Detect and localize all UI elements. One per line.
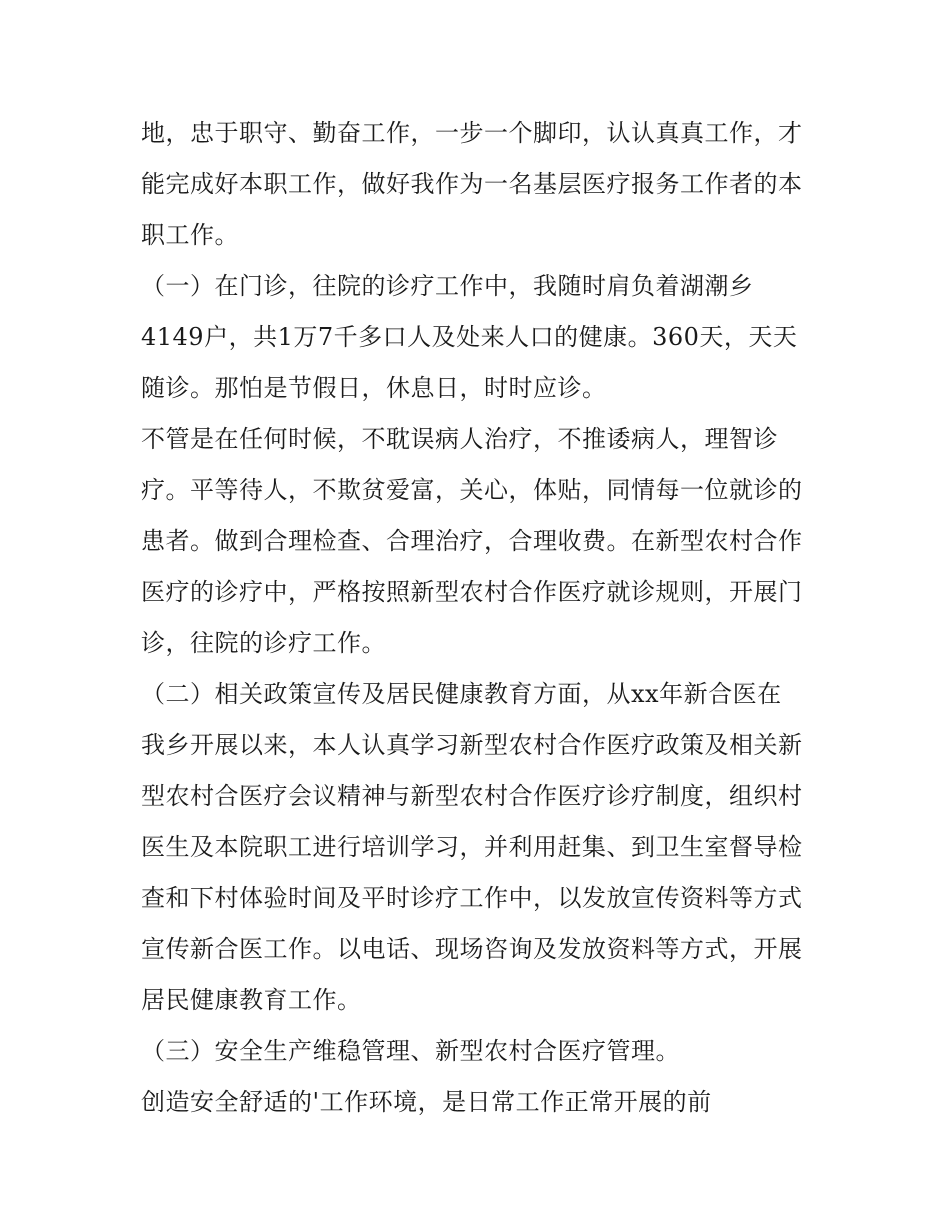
text-line: （一）在门诊，往院的诊疗工作中，我随时肩负着湖潮乡 xyxy=(141,272,754,300)
text-line: 居民健康教育工作。 xyxy=(141,986,362,1014)
text-line: 查和下村体验时间及平时诊疗工作中，以发放宣传资料等方式 xyxy=(141,884,803,912)
text-line: 患者。做到合理检查、合理治疗，合理收费。在新型农村合作 xyxy=(141,527,803,555)
text-line: 不管是在任何时候，不耽误病人治疗，不推诿病人，理智诊 xyxy=(141,425,778,453)
text-line: 诊，往院的诊疗工作。 xyxy=(141,629,386,657)
text-line: 创造安全舒适的'工作环境，是日常工作正常开展的前 xyxy=(141,1088,712,1116)
text-line: 地，忠于职守、勤奋工作，一步一个脚印，认认真真工作，才 xyxy=(141,119,803,147)
text-line: 能完成好本职工作，做好我作为一名基层医疗报务工作者的本 xyxy=(141,170,803,198)
text-line: 我乡开展以来，本人认真学习新型农村合作医疗政策及相关新 xyxy=(141,731,803,759)
body-text xyxy=(141,108,821,1128)
text-line: 医疗的诊疗中，严格按照新型农村合作医疗就诊规则，开展门 xyxy=(141,578,803,606)
text-line: （三）安全生产维稳管理、新型农村合医疗管理。 xyxy=(141,1037,680,1065)
text-line: 型农村合医疗会议精神与新型农村合作医疗诊疗制度，组织村 xyxy=(141,782,803,810)
text-line: 疗。平等待人，不欺贫爱富，关心，体贴，同情每一位就诊的 xyxy=(141,476,803,504)
text-line: 4149户，共1万7千多口人及处来人口的健康。360天，天天 xyxy=(141,323,798,351)
text-line: 医生及本院职工进行培训学习，并利用赶集、到卫生室督导检 xyxy=(141,833,803,861)
text-line: （二）相关政策宣传及居民健康教育方面，从xx年新合医在 xyxy=(141,680,782,708)
text-line: 随诊。那怕是节假日，休息日，时时应诊。 xyxy=(141,374,607,402)
text-line: 宣传新合医工作。以电话、现场咨询及发放资料等方式，开展 xyxy=(141,935,803,963)
text-line: 职工作。 xyxy=(141,221,239,249)
